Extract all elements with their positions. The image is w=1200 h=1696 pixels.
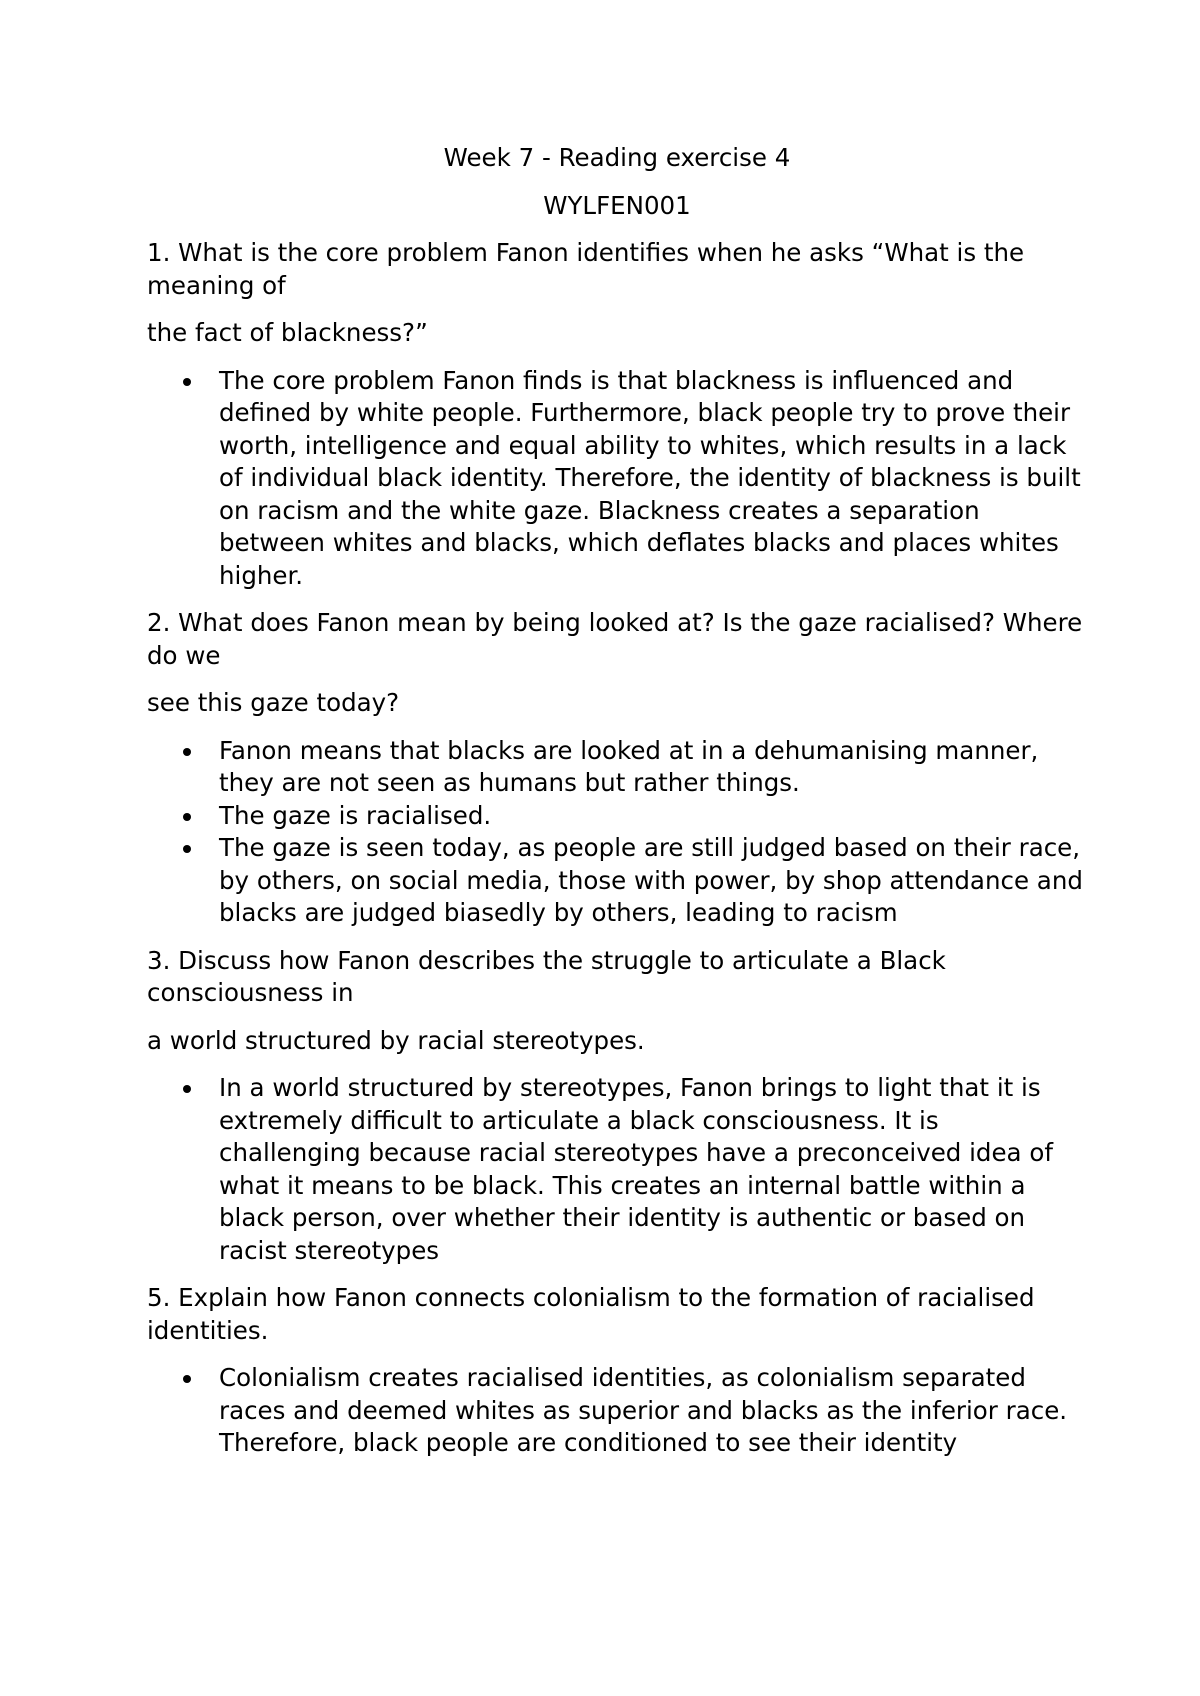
list-item bbox=[219, 800, 1087, 833]
list-item bbox=[219, 1362, 1087, 1460]
answer-text: Colonialism creates racialised identities, as colonialism separated races and deemed whites as superior and blacks as the inferior race. Therefore, black people are conditioned to see their identity bbox=[219, 1363, 1068, 1457]
question-1-answer-list bbox=[147, 365, 1087, 593]
question-2-prompt-continued: see this gaze today? bbox=[147, 688, 400, 717]
bullet-icon bbox=[183, 378, 191, 386]
document-title: Week 7 - Reading exercise 4 bbox=[443, 143, 791, 172]
answer-text: In a world structured by stereotypes, Fanon brings to light that it is extremely difficult to articulate a black consciousness. It is challenging because racial stereotypes have a preconceived idea of what it means to be black. This creates an internal battle within a black person, over whether their identity is authentic or based on racist stereotypes bbox=[219, 1073, 1053, 1265]
bullet-icon bbox=[183, 748, 191, 756]
answer-text: The gaze is seen today, as people are still judged based on their race, by others, on social media, those with power, by shop attendance and blacks are judged biasedly by others, leading to racism bbox=[219, 833, 1083, 927]
answer-text: The core problem Fanon finds is that blackness is influenced and defined by white people. Furthermore, black people try to prove their worth, intelligence and equal ability to whites, which results in a lack of individual black identity. Therefore, the identity of blackness is built on racism and the white gaze. Blackness creates a separation between whites and blacks, which deflates blacks and places whites higher. bbox=[219, 365, 1081, 590]
question-1-prompt: 1. What is the core problem Fanon identifies when he asks “What is the meaning of bbox=[147, 238, 1025, 300]
list-item bbox=[219, 832, 1087, 930]
list-item bbox=[219, 1072, 1087, 1267]
list-item bbox=[219, 735, 1087, 800]
question-2-answer-list bbox=[147, 735, 1087, 930]
document-content bbox=[147, 142, 1087, 1475]
answer-text: The gaze is racialised. bbox=[219, 800, 492, 830]
bullet-icon bbox=[183, 845, 191, 853]
question-3-answer-list bbox=[147, 1072, 1087, 1267]
question-3-prompt-continued: a world structured by racial stereotypes. bbox=[147, 1025, 645, 1055]
question-3-prompt: 3. Discuss how Fanon describes the struggle to articulate a Black consciousness in bbox=[147, 945, 946, 1007]
bullet-icon bbox=[183, 813, 191, 821]
answer-text: Fanon means that blacks are looked at in a dehumanising manner, they are not seen as humans but rather things. bbox=[219, 735, 1039, 797]
bullet-icon bbox=[183, 1375, 191, 1383]
question-2-prompt: 2. What does Fanon mean by being looked at? Is the gaze racialised? Where do we bbox=[147, 608, 1083, 670]
student-id: WYLFEN001 bbox=[543, 190, 691, 220]
bullet-icon bbox=[183, 1085, 191, 1093]
question-5-answer-list bbox=[147, 1362, 1087, 1460]
question-5-prompt: 5. Explain how Fanon connects colonialism to the formation of racialised identities. bbox=[147, 1283, 1035, 1345]
list-item bbox=[219, 365, 1087, 593]
question-1-prompt-continued: the fact of blackness?” bbox=[147, 318, 428, 347]
